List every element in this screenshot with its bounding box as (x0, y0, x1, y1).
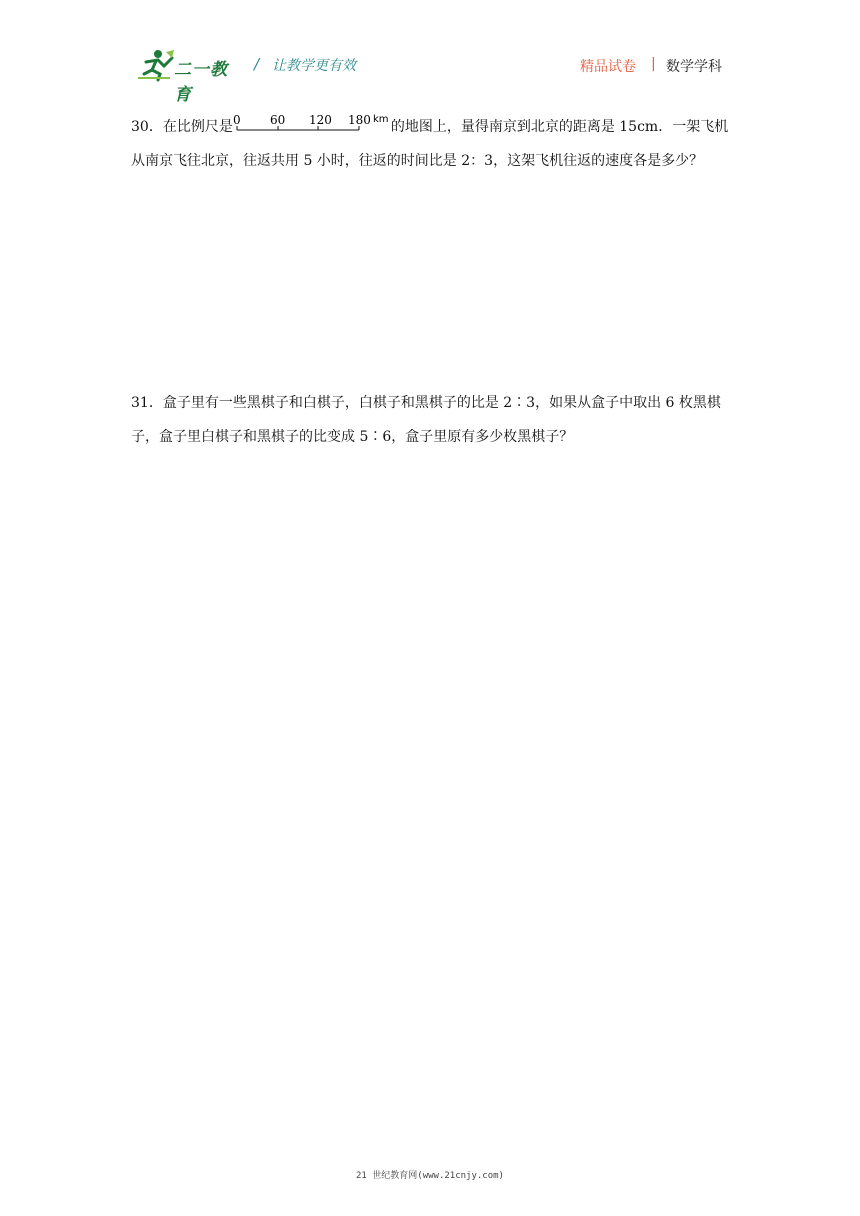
question-30 (131, 110, 731, 178)
question-31 (131, 386, 731, 454)
logo-text: 二一教育 (174, 60, 228, 105)
scale-tick-0: 0 (232, 114, 241, 127)
subject-label: 数学学科 (666, 59, 722, 75)
header-divider: | (651, 56, 656, 72)
slogan: 让教学更有效 (272, 58, 356, 74)
runner-logo-icon (136, 48, 176, 82)
scale-tick-60: 60 (269, 114, 286, 127)
scale-unit: km (372, 114, 389, 125)
question-number: 30． (131, 119, 163, 135)
footer-credit: 21 世纪教育网(www.21cnjy.com) (356, 1171, 504, 1181)
question-number: 31． (131, 395, 163, 411)
header-slash: / (254, 55, 260, 73)
premium-label: 精品试卷 (580, 59, 636, 75)
page-header (136, 48, 726, 105)
question-text-start: 在比例尺是 (162, 119, 233, 135)
question-text-rest: 的地图上，量得南京到北京的距离是 15cm．一架飞机从南京飞往北京，往返共用 5 小时，往返的时间比是 2：3，这架飞机往返的速度各是多少？ (131, 119, 729, 169)
question-text: 盒子里有一些黑棋子和白棋子，白棋子和黑棋子的比是 2∶3，如果从盒子中取出 6 枚黑棋子，盒子里白棋子和黑棋子的比变成 5∶6，盒子里原有多少枚黑棋子？ (131, 395, 721, 445)
logo (136, 48, 242, 105)
scale-tick-120: 120 (308, 114, 332, 127)
scale-tick-180: 180 (347, 114, 371, 127)
scale-bar (233, 114, 391, 134)
